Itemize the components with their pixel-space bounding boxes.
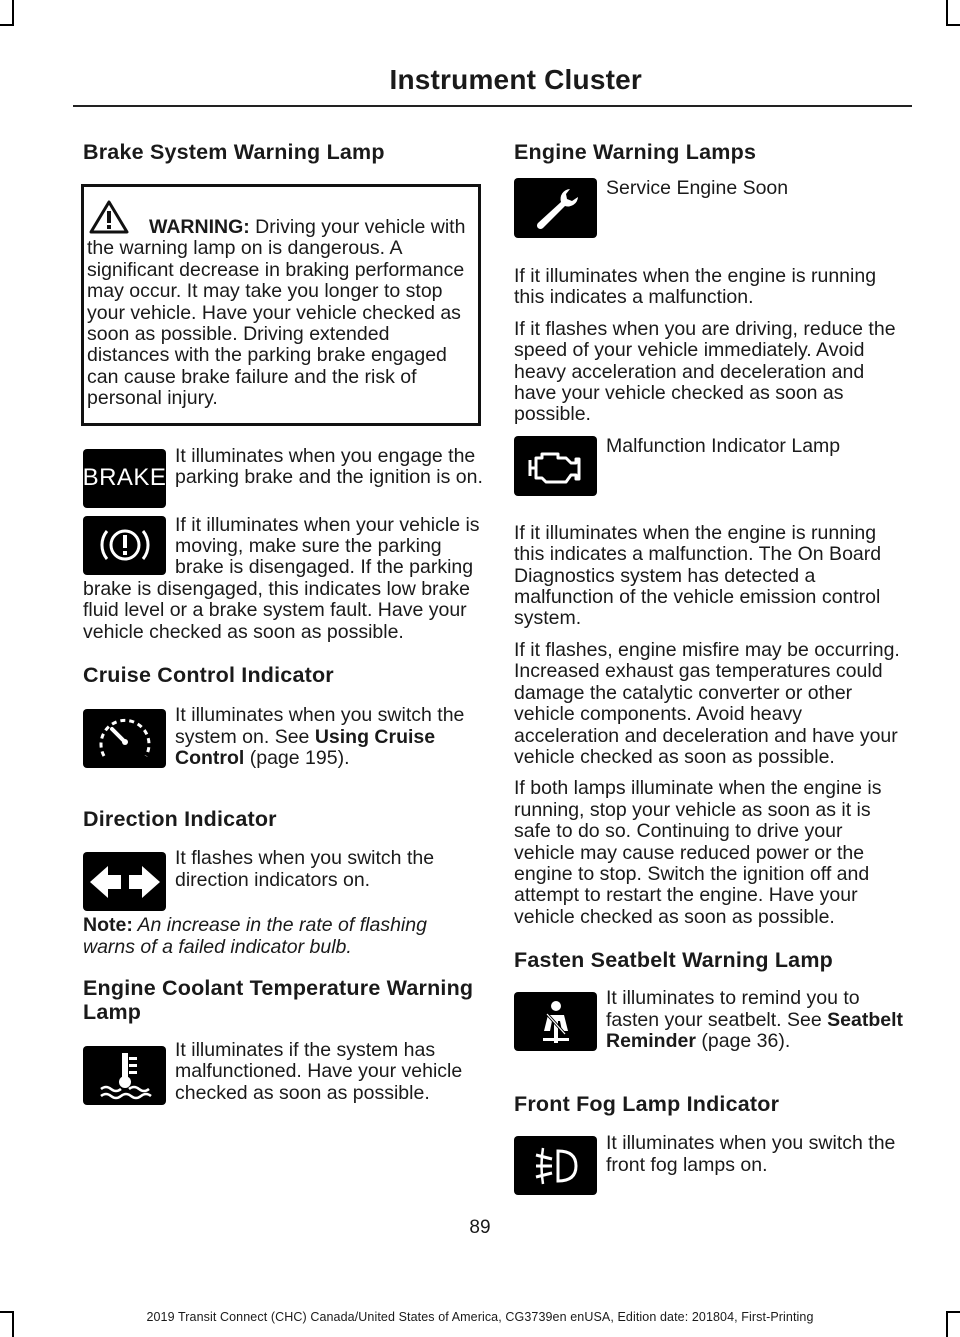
section-heading-coolant: Engine Coolant Temperature Warning Lamp: [83, 975, 474, 1024]
left-column: [83, 140, 483, 1136]
brake-lamp-item-2: [83, 515, 483, 643]
note-label: Note:: [83, 914, 133, 937]
mil-item: [514, 436, 906, 520]
wrench-icon: [514, 178, 597, 238]
coolant-temperature-icon: [83, 1046, 166, 1105]
brake-icon-label: BRAKE: [83, 464, 166, 492]
engine-p1: If it illuminates when the engine is running this indicates a malfunction.: [514, 265, 877, 309]
service-engine-item: [514, 178, 906, 256]
cruise-text-body: It illuminates when you switch the system on. See: [175, 704, 465, 748]
footer-edition-info: 2019 Transit Connect (CHC) Canada/United States of America, CG3739en enUSA, Edition date: 201804, First-Printing: [146, 1310, 814, 1324]
section-heading-fog: Front Fog Lamp Indicator: [514, 1092, 780, 1117]
warning-triangle-icon: [89, 200, 129, 234]
cruise-ref-link[interactable]: Using Cruise Control: [175, 725, 436, 769]
warning-text: Driving your vehicle with the warning lamp on is dangerous. A significant decrease in braking performance may occur. It may take you longer to stop your vehicle. Have your vehicle checked as soon as possible. Driving extended distances with the parking brake engaged can cause brake failure and the risk of personal injury.: [87, 216, 466, 410]
section-heading-engine: Engine Warning Lamps: [514, 140, 757, 164]
seatbelt-page-ref: (page 36).: [695, 1029, 791, 1052]
engine-p3: If it illuminates when the engine is running this indicates a malfunction. The On Board Diagnostics system has detected a malfunction of the vehicle emission control system.: [514, 521, 882, 630]
warning-label: WARNING:: [149, 216, 250, 238]
warning-paragraph: [87, 217, 472, 410]
crop-mark: [946, 24, 960, 26]
service-engine-label: Service Engine Soon: [606, 177, 789, 199]
cruise-item: [83, 705, 483, 785]
engine-p5: If both lamps illuminate when the engine is running, stop your vehicle as soon as it is safe to do so. Continuing to drive your vehicle may cause reduced power or the engine to stop. Switch the ignition off and attempt to restart the engine. Have your vehicle checked as soon as possible.: [514, 777, 882, 928]
page-title: Instrument Cluster: [389, 64, 642, 95]
brake-text-2: If it illuminates when your vehicle is moving, make sure the parking brake is disengaged. If the parking brake is disengaged, this indicates low brake fluid level or a brake system fault. Have your vehicle checked as soon as possible.: [83, 513, 480, 643]
engine-p4: If it flashes, engine misfire may be occurring. Increased exhaust gas temperatures could damage the catalytic converter or other vehicle components. Avoid heavy acceleration and deceleration and have your vehicle checked as soon as possible.: [514, 638, 900, 768]
cruise-page-ref: (page 195).: [244, 746, 350, 769]
fog-item: [514, 1133, 906, 1219]
brake-circle-exclamation-icon: [83, 516, 166, 575]
header-divider: [73, 105, 912, 107]
brake-lamp-item: [83, 446, 483, 506]
warning-box: [81, 184, 481, 426]
crop-mark: [946, 0, 948, 24]
direction-note: [83, 915, 483, 958]
direction-text: It flashes when you switch the direction indicators on.: [175, 847, 435, 891]
fog-text: It illuminates when you switch the front fog lamps on.: [606, 1132, 896, 1176]
page-number: 89: [469, 1217, 491, 1238]
brake-text-icon: [83, 449, 166, 508]
coolant-item: [83, 1040, 483, 1126]
seatbelt-text-body: It illuminates to remind you to fasten your seatbelt. See: [606, 987, 860, 1031]
section-heading-seatbelt: Fasten Seatbelt Warning Lamp: [514, 948, 833, 973]
right-column: [514, 140, 906, 1229]
turn-signal-arrows-icon: [83, 852, 166, 911]
brake-text-1: It illuminates when you engage the parking brake and the ignition is on.: [175, 444, 483, 489]
mil-label: Malfunction Indicator Lamp: [606, 434, 841, 457]
crop-mark: [0, 24, 14, 26]
seatbelt-item: [514, 988, 906, 1072]
fog-lamp-icon: [514, 1136, 597, 1195]
check-engine-icon: [514, 436, 597, 496]
crop-mark: [12, 0, 14, 24]
note-text: An increase in the rate of flashing warns of a failed indicator bulb.: [83, 914, 427, 958]
seatbelt-ref-link[interactable]: Seatbelt Reminder: [606, 1008, 903, 1052]
section-heading-cruise: Cruise Control Indicator: [83, 663, 334, 688]
speedometer-icon: [83, 709, 166, 768]
direction-item: [83, 848, 483, 904]
section-heading-brake: Brake System Warning Lamp: [83, 140, 385, 164]
coolant-text: It illuminates if the system has malfunctioned. Have your vehicle checked as soon as possible.: [175, 1038, 463, 1104]
engine-p2: If it flashes when you are driving, reduce the speed of your vehicle immediately. Avoid heavy acceleration and deceleration and have your vehicle checked as soon as possible.: [514, 317, 896, 426]
seatbelt-icon: [514, 992, 597, 1051]
section-heading-direction: Direction Indicator: [83, 807, 277, 832]
